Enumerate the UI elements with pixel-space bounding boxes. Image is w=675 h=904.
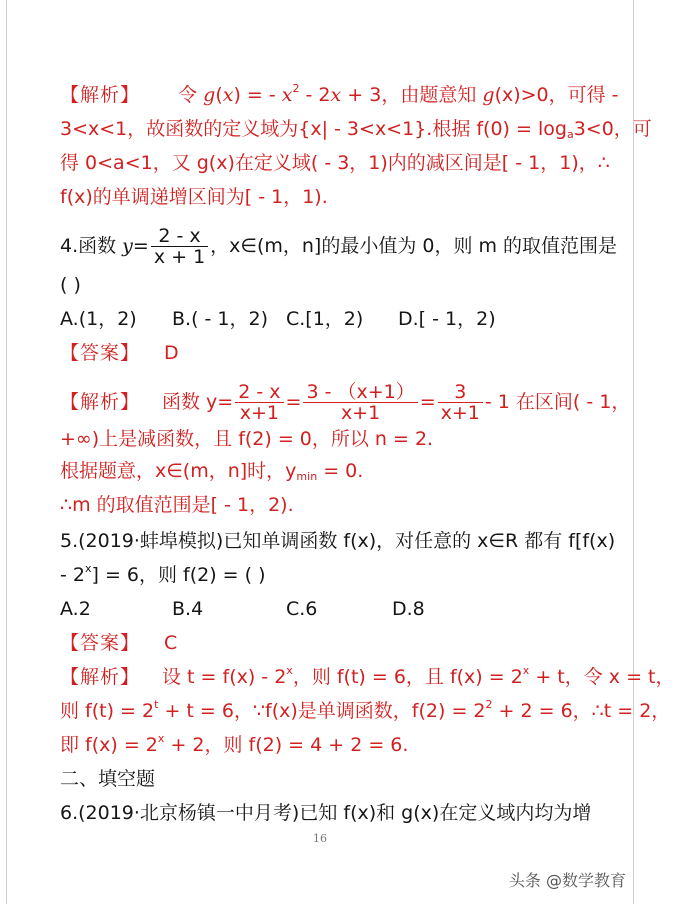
text: + 3，由题意知 <box>341 84 483 106</box>
denominator: x+1 <box>440 402 480 424</box>
text: x <box>281 84 293 106</box>
text: + 2 = 6，∴t = 2， <box>492 700 671 722</box>
q4-option-d: D.[ - 1，2) <box>398 308 496 330</box>
analysis-tag: 【解析】 <box>60 84 141 106</box>
fraction <box>235 382 283 423</box>
text: g <box>482 84 495 106</box>
q5-options <box>60 596 425 622</box>
text: + 2，则 f(2) = 4 + 2 = 6. <box>164 734 409 756</box>
numerator: 2 - x <box>151 226 208 247</box>
denominator: x+1 <box>239 402 279 424</box>
answer-value: D <box>164 342 179 364</box>
watermark: 头条 @数学教育 <box>508 871 626 890</box>
analysis-tag: 【解析】 <box>60 666 141 688</box>
text: ] = 6，则 f(2) = ( ) <box>91 564 266 586</box>
fraction <box>151 226 208 267</box>
text: g <box>203 84 216 106</box>
text: - 1 在区间( - 1， <box>484 391 631 413</box>
equals: = <box>285 391 302 413</box>
fraction <box>303 382 417 423</box>
answer-value: C <box>164 632 178 654</box>
text: (x)>0，可得 - <box>494 84 619 106</box>
text: 函数 y= <box>162 391 234 413</box>
q4-option-c: C.[1，2) <box>286 308 364 330</box>
q4-analysis-line-1 <box>60 382 630 423</box>
numerator: 3 - （x+1） <box>303 382 417 403</box>
q3-analysis-line-2 <box>60 116 652 142</box>
text: ，则 f(t) = 6，且 f(x) = 2 <box>292 666 523 688</box>
text: 3<x<1，故函数的定义域为{x| - 3<x<1}.根据 f(0) = log <box>60 118 567 140</box>
superscript: x <box>157 732 165 745</box>
superscript: x <box>286 664 293 677</box>
q6-stem: 6.(2019·北京杨镇一中月考)已知 f(x)和 g(x)在定义域内均为增 <box>60 802 592 824</box>
text: - 2 <box>60 564 85 586</box>
superscript: 2 <box>485 698 493 711</box>
q5-analysis-line-3 <box>60 732 408 758</box>
q3-analysis-line-1 <box>60 82 619 108</box>
text: x <box>222 84 234 106</box>
text: y <box>122 235 133 257</box>
superscript: t <box>154 698 159 711</box>
page-number: 16 <box>313 832 327 845</box>
q5-answer <box>60 630 177 656</box>
q5-analysis-line-2 <box>60 698 670 724</box>
q4-options <box>60 306 496 332</box>
q5-stem-line-1: 5.(2019·蚌埠模拟)已知单调函数 f(x)，对任意的 x∈R 都有 f[f(x) <box>60 530 616 552</box>
text: + t = 6，∵f(x)是单调函数，f(2) = 2 <box>158 700 486 722</box>
text: 则 f(t) = 2 <box>60 700 155 722</box>
q4-paren: ( ) <box>60 274 81 296</box>
q4-option-b: B.( - 1，2) <box>172 308 269 330</box>
q3-analysis-line-3: 得 0<a<1，又 g(x)在定义域( - 3，1)内的减区间是[ - 1，1)，∴ <box>60 152 610 174</box>
q5-stem-line-2 <box>60 562 266 588</box>
denominator: x+1 <box>340 402 381 424</box>
text: ，x∈(m，n]的最小值为 0，则 m 的取值范围是 <box>210 235 618 257</box>
q5-option-b: B.4 <box>172 598 204 620</box>
subscript: a <box>566 128 574 141</box>
q4-stem-line-1 <box>60 226 617 267</box>
fraction <box>438 382 483 423</box>
text: x <box>330 84 342 106</box>
q4-option-a: A.(1，2) <box>60 308 137 330</box>
q4-analysis-line-3 <box>60 458 363 484</box>
text: 根据题意，x∈(m，n]时，y <box>60 460 297 482</box>
q5-option-c: C.6 <box>286 598 318 620</box>
answer-tag: 【答案】 <box>60 632 141 654</box>
text: 设 t = f(x) - 2 <box>162 666 287 688</box>
q4-analysis-line-4: ∴m 的取值范围是[ - 1，2). <box>60 494 294 516</box>
q5-analysis-line-1 <box>60 664 675 690</box>
text: 3<0，可 <box>573 118 652 140</box>
q4-answer <box>60 340 179 366</box>
subscript: min <box>296 470 318 483</box>
superscript: 2 <box>292 82 300 95</box>
q5-option-d: D.8 <box>392 598 425 620</box>
numerator: 2 - x <box>235 382 283 403</box>
text: 令 <box>178 84 204 106</box>
text: = <box>132 235 149 257</box>
section-heading: 二、填空题 <box>60 768 156 790</box>
text: + t，令 x = t， <box>529 666 675 688</box>
text: ) = - <box>233 84 282 106</box>
superscript: x <box>84 562 92 575</box>
numerator: 3 <box>438 382 483 403</box>
denominator: x + 1 <box>153 246 206 268</box>
q3-analysis-line-4: f(x)的单调递增区间为[ - 1，1). <box>60 186 328 208</box>
text: 即 f(x) = 2 <box>60 734 158 756</box>
superscript: x <box>522 664 530 677</box>
answer-tag: 【答案】 <box>60 342 141 364</box>
text: ( <box>215 84 223 106</box>
q5-option-a: A.2 <box>60 598 91 620</box>
analysis-tag: 【解析】 <box>60 391 141 413</box>
text: - 2 <box>299 84 331 106</box>
text: = 0. <box>317 460 364 482</box>
equals: = <box>419 391 436 413</box>
text: 4.函数 <box>60 235 123 257</box>
q4-analysis-line-2: +∞)上是减函数，且 f(2) = 0，所以 n = 2. <box>60 428 434 450</box>
